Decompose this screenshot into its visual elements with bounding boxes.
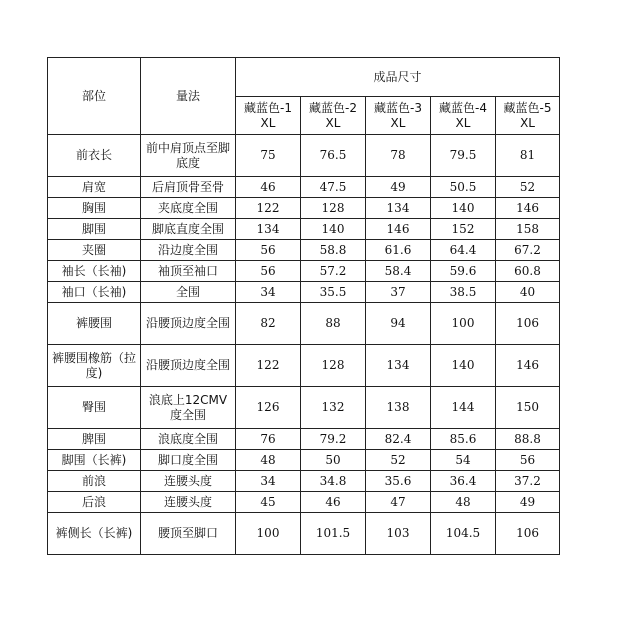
row-part: 胸围	[48, 198, 141, 219]
row-value: 58.4	[366, 261, 431, 282]
row-value: 106	[496, 303, 560, 345]
header-size-col	[236, 97, 301, 135]
row-method: 沿腰顶边度全围	[141, 345, 236, 387]
row-value: 85.6	[431, 429, 496, 450]
table-row	[48, 387, 560, 429]
row-part: 裤腰围	[48, 303, 141, 345]
row-value: 126	[236, 387, 301, 429]
row-value: 81	[496, 135, 560, 177]
size-label: XL	[520, 115, 535, 130]
row-value: 34	[236, 282, 301, 303]
row-part: 后浪	[48, 492, 141, 513]
size-color-label: 藏蓝色-2	[309, 100, 357, 115]
row-part: 夹圈	[48, 240, 141, 261]
header-finished-size: 成品尺寸	[236, 58, 560, 97]
row-value: 134	[366, 198, 431, 219]
header-row-top	[48, 58, 560, 97]
row-value: 48	[236, 450, 301, 471]
header-size-col	[496, 97, 560, 135]
row-value: 106	[496, 513, 560, 555]
row-value: 146	[496, 198, 560, 219]
row-value: 158	[496, 219, 560, 240]
size-label: XL	[325, 115, 341, 130]
row-value: 37	[366, 282, 431, 303]
table-row	[48, 513, 560, 555]
row-part: 脚围	[48, 219, 141, 240]
row-value: 88.8	[496, 429, 560, 450]
row-value: 47.5	[301, 177, 366, 198]
row-value: 56	[236, 261, 301, 282]
size-label: XL	[455, 115, 471, 130]
row-value: 128	[301, 198, 366, 219]
row-value: 138	[366, 387, 431, 429]
header-size-col	[366, 97, 431, 135]
table-row	[48, 303, 560, 345]
row-method: 袖顶至袖口	[141, 261, 236, 282]
size-color-label: 藏蓝色-1	[244, 100, 292, 115]
row-method: 脚口度全围	[141, 450, 236, 471]
row-part: 肩宽	[48, 177, 141, 198]
row-value: 61.6	[366, 240, 431, 261]
table-row	[48, 492, 560, 513]
row-value: 100	[236, 513, 301, 555]
row-value: 36.4	[431, 471, 496, 492]
row-method: 腰顶至脚口	[141, 513, 236, 555]
row-value: 134	[236, 219, 301, 240]
table-row	[48, 198, 560, 219]
table-row	[48, 219, 560, 240]
table-row	[48, 177, 560, 198]
table-row	[48, 261, 560, 282]
row-value: 46	[236, 177, 301, 198]
row-part: 脾围	[48, 429, 141, 450]
row-part: 前浪	[48, 471, 141, 492]
row-value: 59.6	[431, 261, 496, 282]
row-value: 134	[366, 345, 431, 387]
size-color-label: 藏蓝色-4	[439, 100, 487, 115]
row-method: 浪底上12CMV度全围	[141, 387, 236, 429]
row-value: 49	[496, 492, 560, 513]
row-value: 78	[366, 135, 431, 177]
size-label: XL	[390, 115, 406, 130]
row-value: 79.5	[431, 135, 496, 177]
row-value: 122	[236, 345, 301, 387]
row-value: 88	[301, 303, 366, 345]
row-value: 150	[496, 387, 560, 429]
row-value: 58.8	[301, 240, 366, 261]
row-value: 35.6	[366, 471, 431, 492]
row-value: 46	[301, 492, 366, 513]
row-method: 沿腰顶边度全围	[141, 303, 236, 345]
row-value: 48	[431, 492, 496, 513]
row-value: 50.5	[431, 177, 496, 198]
row-value: 146	[496, 345, 560, 387]
row-method: 夹底度全围	[141, 198, 236, 219]
row-value: 132	[301, 387, 366, 429]
row-value: 35.5	[301, 282, 366, 303]
size-chart-table	[47, 57, 560, 555]
row-value: 60.8	[496, 261, 560, 282]
table-row	[48, 282, 560, 303]
row-method: 后肩顶骨至骨	[141, 177, 236, 198]
row-value: 34.8	[301, 471, 366, 492]
table-row	[48, 345, 560, 387]
table-row	[48, 471, 560, 492]
row-method: 连腰头度	[141, 471, 236, 492]
row-part: 臀围	[48, 387, 141, 429]
row-value: 104.5	[431, 513, 496, 555]
row-value: 67.2	[496, 240, 560, 261]
row-value: 140	[431, 198, 496, 219]
row-method: 沿边度全围	[141, 240, 236, 261]
row-value: 34	[236, 471, 301, 492]
row-value: 101.5	[301, 513, 366, 555]
header-method: 量法	[141, 58, 236, 135]
table-row	[48, 135, 560, 177]
row-method: 脚底直度全围	[141, 219, 236, 240]
row-value: 79.2	[301, 429, 366, 450]
size-label: XL	[260, 115, 276, 130]
size-color-label: 藏蓝色-3	[374, 100, 422, 115]
header-part: 部位	[48, 58, 141, 135]
row-method: 全围	[141, 282, 236, 303]
row-value: 128	[301, 345, 366, 387]
row-part: 袖长（长袖)	[48, 261, 141, 282]
row-value: 76.5	[301, 135, 366, 177]
size-color-label: 藏蓝色-5	[503, 100, 552, 115]
row-value: 82	[236, 303, 301, 345]
table-row	[48, 450, 560, 471]
row-value: 76	[236, 429, 301, 450]
row-value: 56	[236, 240, 301, 261]
row-value: 52	[496, 177, 560, 198]
row-value: 57.2	[301, 261, 366, 282]
row-value: 140	[301, 219, 366, 240]
table-row	[48, 240, 560, 261]
row-value: 140	[431, 345, 496, 387]
row-value: 56	[496, 450, 560, 471]
row-value: 146	[366, 219, 431, 240]
row-method: 前中肩顶点至脚底度	[141, 135, 236, 177]
row-value: 38.5	[431, 282, 496, 303]
row-part: 袖口（长袖)	[48, 282, 141, 303]
row-part: 裤侧长（长裤)	[48, 513, 141, 555]
header-size-col	[431, 97, 496, 135]
row-value: 45	[236, 492, 301, 513]
row-method: 浪底度全围	[141, 429, 236, 450]
row-part: 裤腰围橡筋（拉度)	[48, 345, 141, 387]
row-value: 49	[366, 177, 431, 198]
table-row	[48, 429, 560, 450]
row-value: 100	[431, 303, 496, 345]
row-value: 37.2	[496, 471, 560, 492]
row-part: 前衣长	[48, 135, 141, 177]
row-value: 47	[366, 492, 431, 513]
row-value: 75	[236, 135, 301, 177]
row-value: 103	[366, 513, 431, 555]
row-value: 52	[366, 450, 431, 471]
row-method: 连腰头度	[141, 492, 236, 513]
row-value: 40	[496, 282, 560, 303]
row-value: 94	[366, 303, 431, 345]
header-size-col	[301, 97, 366, 135]
row-value: 122	[236, 198, 301, 219]
row-value: 152	[431, 219, 496, 240]
row-value: 64.4	[431, 240, 496, 261]
row-value: 144	[431, 387, 496, 429]
row-value: 50	[301, 450, 366, 471]
row-value: 54	[431, 450, 496, 471]
row-value: 82.4	[366, 429, 431, 450]
row-part: 脚围（长裤)	[48, 450, 141, 471]
